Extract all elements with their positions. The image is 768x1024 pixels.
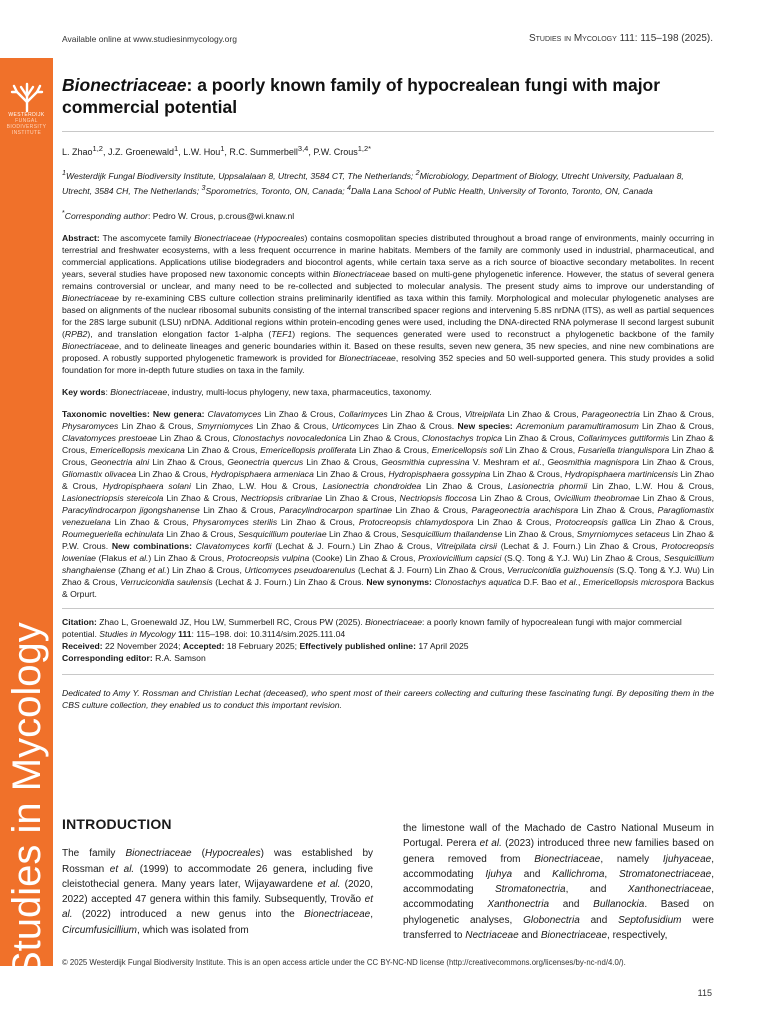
license-notice[interactable]: © 2025 Westerdijk Fungal Biodiversity Institute. This is an open access article under the CC BY-NC-ND license (http://creativecommons.org/licenses/by-nc-nd/4.0/). bbox=[62, 958, 626, 967]
author-name: L.W. Hou bbox=[183, 147, 221, 157]
abstract-text: The ascomycete family Bionectriaceae (Hypocreales) contains cosmopolitan species distributed throughout a broad range of environments, mainly occurring in terrestrial and freshwater ecosystems, with a less frequent occurrence in marine habitats. Members of the family are commonly used in industrial, pharmaceutical, and commercial applications. Applications utilise biodegraders and biocontrol agents, while certain taxa serve as a rich source of bioactive secondary metabolites. In recent years, several studies have proposed new taxonomic concepts within Bionectriaceae based on multi-gene phylogenetic inference. However, the status of several genera remains controversial or unclear, and many need to be re-collected and subjected to molecular analysis. The present study aims to improve our understanding of Bionectriaceae by re-examining CBS culture collection strains preliminarily identified as taxa within this family. Morphological and molecular phylogenetic analyses are based on alignments of the nuclear ribosomal subunits consisting of the internal transcribed spacer regions and intervening 5.8S nrDNA (ITS), as well as partial sequences for the 28S large subunit (LSU) nrDNA. Additional regions within protein-encoding genes were used, including the DNA-directed RNA polymerase II second largest subunit (RPB2), and translation elongation factor 1-alpha (TEF1) regions. The sequences generated were used to reconstruct a phylogenetic backbone of the family Bionectriaceae, and to delineate lineages and generic boundaries within it. Based on these results, seven new genera, 35 new species, and nine new combinations are proposed. A robustly supported phylogenetic framework is provided for Bionectriaceae, resolving 352 species and 50 well-supported genera. This study provides a solid foundation for more in-depth future studies on taxa in the family. bbox=[62, 232, 715, 375]
body-column-left bbox=[62, 817, 373, 938]
author-name: J.Z. Groenewald bbox=[107, 147, 175, 157]
corresponding-editor: Corresponding editor: R.A. Samson bbox=[62, 652, 206, 663]
citation-text[interactable]: Zhao L, Groenewald JZ, Hou LW, Summerbell RC, Crous PW (2025). Bionectriaceae: a poorly known family of hypocrealean fungi with major commercial potential. Studies in Mycology 111: 115–198. doi: 10.3114/sim.2025.111.04 bbox=[62, 616, 682, 639]
author-affil-sup: 1,2 bbox=[92, 144, 103, 153]
citation-divider bbox=[62, 608, 714, 609]
dedication: Dedicated to Amy Y. Rossman and Christian Lechat (deceased), who spent most of their careers collecting and culturing these fascinating fungi. By depositing them in the CBS culture collection, they enabled us to conduct this important revision. bbox=[62, 687, 714, 710]
affiliations bbox=[62, 167, 714, 197]
affiliation: Sporometrics, Toronto, ON, Canada; bbox=[205, 185, 348, 196]
article-dates: Received: 22 November 2024; Accepted: 18 February 2025; Effectively published online: 17 April 2025 bbox=[62, 640, 469, 651]
corr-contact[interactable]: : Pedro W. Crous, p.crous@wi.knaw.nl bbox=[147, 210, 295, 221]
affil-sup: 3 bbox=[201, 183, 206, 192]
journal-sidebar bbox=[0, 58, 53, 978]
affiliation: Westerdijk Fungal Biodiversity Institute, Uppsalalaan 8, Utrecht, 3584 CT, The Netherlands; bbox=[65, 170, 416, 181]
article-front-matter bbox=[62, 74, 714, 711]
page-number: 115 bbox=[697, 988, 712, 998]
dedication-divider bbox=[62, 674, 714, 675]
affil-sup: 2 bbox=[415, 169, 420, 177]
journal-reference: Studies in Mycology 111: 115–198 (2025). bbox=[528, 33, 713, 44]
affiliation: Dalla Lana School of Public Health, University of Toronto, Toronto, ON, Canada bbox=[351, 185, 653, 196]
affil-sup: 4 bbox=[347, 183, 351, 192]
body-column-right bbox=[403, 821, 714, 943]
author-name: L. Zhao bbox=[62, 147, 93, 157]
title-divider bbox=[62, 131, 714, 132]
novelties-text: New genera: Clavatomyces Lin Zhao & Crous, Collarimyces Lin Zhao & Crous, Vitreipilata Lin Zhao & Crous, Parageonectria Lin Zhao & Crous, Physaromyces Lin Zhao & Crous, Smyrniomyces Lin Zhao & Crous, Urticomyces Lin Zhao & Crous. New species: Acremonium paramultiramosum Lin Zhao & Crous, Clavatomyces prestoeae Lin Zhao & Crous, Clonostachys novocaledonica Lin Zhao & Crous, Clonostachys tropica Lin Zhao & Crous, Collarimyces guttiformis Lin Zhao & Crous, Emericellopsis mexicana Lin Zhao & Crous, Emericellopsis proliferata Lin Zhao & Crous, Emericellopsis soli Lin Zhao & Crous, Fusariella triangulispora Lin Zhao & Crous, Geonectria alni Lin Zhao & Crous, Geonectria quercus Lin Zhao & Crous, Geosmithia cupressina V. Meshram et al., Geosmithia magnispora Lin Zhao & Crous, Gliomastix olivacea Lin Zhao & Crous, Hydropisphaera armeniaca Lin Zhao & Crous, Hydropisphaera gossypina Lin Zhao & Crous, Hydropisphaera martinicensis Lin Zhao & Crous, Hydropisphaera solani Lin Zhao, L.W. Hou & Crous, Lasionectria chondroidea Lin Zhao & Crous, Lasionectria phormii Lin Zhao, L.W. Hou & Crous, Lasionectriopsis stereicola Lin Zhao & Crous, Nectriopsis cribrariae Lin Zhao & Crous, Nectriopsis floccosa Lin Zhao & Crous, Ovicillium theobromae Lin Zhao & Crous, Paracylindrocarpon jigongshanense Lin Zhao & Crous, Paracylindrocarpon spartinae Lin Zhao & Crous, Parageonectria arachispora Lin Zhao & Crous, Paragliomastix venezuelana Lin Zhao & Crous, Physaromyces sterilis Lin Zhao & Crous, Protocreopsis chlamydospora Lin Zhao & Crous, Protocreopsis gallica Lin Zhao & Crous, Roumegueriella echinulata Lin Zhao & Crous, Sesquicillium pouteriae Lin Zhao & Crous, Sesquicillium thailandense Lin Zhao & Crous, Smyrniomyces setaceus Lin Zhao & P.W. Crous. New combinations: Clavatomyces korfii (Lechat & J. Fourn.) Lin Zhao & Crous, Vitreipilata cirsii (Lechat & J. Fourn.) Lin Zhao & Crous, Protocreopsis loweniae (Flakus et al.) Lin Zhao & Crous, Protocreopsis vulpina (Cooke) Lin Zhao & Crous, Proxiovicillium capsici (S.Q. Tong & Y.J. Wu) Lin Zhao & Crous, Sesquicillium shanghaiense (Zhang et al.) Lin Zhao & Crous, Urticomyces pseudoarenulus (Lechat & J. Fourn) Lin Zhao & Crous, Verruciconidia guizhouensis (S.Q. Tong & Y.J. Wu) Lin Zhao & Crous, Verruciconidia saulensis (Lechat & J. Fourn.) Lin Zhao & Crous. New synonyms: Clonostachys aquatica D.F. Bao et al., Emericellopsis microspora Backus & Orpurt. bbox=[62, 408, 715, 599]
logo-text-line: WESTERDIJK bbox=[8, 112, 45, 118]
citation-label: Citation: bbox=[62, 616, 97, 627]
title-rest: : a poorly known family of hypocrealean fungi with major commercial potential bbox=[62, 75, 661, 117]
author-name: P.W. Crous bbox=[313, 147, 358, 157]
corresponding-author bbox=[62, 207, 714, 222]
keywords-text: : Bionectriaceae, industry, multi-locus phylogeny, new taxa, pharmaceutics, taxonomy. bbox=[105, 386, 432, 397]
logo-text-line: FUNGAL bbox=[15, 118, 38, 124]
journal-name-vertical: Studies in Mycology bbox=[5, 622, 49, 978]
corr-sup: * bbox=[62, 208, 65, 217]
intro-paragraph: The family Bionectriaceae (Hypocreales) was established by Rossman et al. (1999) to accommodate 26 genera, including five cleistothecial genera. Many years later, Wijayawardene et al. (2020, 2022) accepted 47 genera within this family. Subsequently, Trovão et al. (2022) introduced a new genus into the Bionectriaceae, Circumfusicillium, which was isolated from bbox=[62, 848, 374, 936]
novelties-label: Taxonomic novelties: bbox=[62, 408, 150, 419]
author-list: L. Zhao$^{1,2}$, J.Z. Groenewald$^1$, L.W. Hou$^1$, R.C. Summerbell$^{3,4}$, P.W. Crous$^{1,2*}$ bbox=[62, 144, 372, 157]
abstract bbox=[62, 232, 714, 376]
coral-tree-icon bbox=[9, 82, 45, 112]
author-affil-sup: 1 bbox=[174, 144, 179, 153]
institute-logo bbox=[3, 82, 50, 136]
corr-label: Corresponding author bbox=[64, 210, 148, 221]
taxonomic-novelties bbox=[62, 408, 714, 600]
abstract-label: Abstract: bbox=[62, 232, 100, 243]
affil-sup: 1 bbox=[62, 169, 66, 177]
availability-note[interactable]: Available online at www.studiesinmycology.org bbox=[62, 34, 237, 44]
section-heading-introduction: INTRODUCTION bbox=[62, 816, 172, 832]
keywords-label: Key words bbox=[62, 386, 106, 397]
author-affil-sup: 1 bbox=[220, 144, 225, 153]
title-family-name: Bionectriaceae bbox=[62, 75, 187, 95]
article-title bbox=[62, 74, 714, 118]
logo-text-line: BIODIVERSITY bbox=[6, 124, 47, 130]
author-affil-sup: 3,4 bbox=[297, 144, 309, 153]
affiliation: Microbiology, Department of Biology, Utrecht University, Padualaan 8, Utrecht, 3584 CH, The Netherlands; bbox=[62, 170, 684, 196]
intro-paragraph-continued: the limestone wall of the Machado de Castro National Museum in Portugal. Perera et al. (2023) introduced three new families based on genera removed from Bionectriaceae, namely Ijuhyaceae, accommodating Ijuhya and Kallichroma, Stromatonectriaceae, accommodating Stromatonectria, and Xanthonectriaceae, accommodating Xanthonectria and Bullanockia. Based on phylogenetic analyses, Globonectria and Septofusidium were transferred to Nectriaceae and Bionectriaceae, respectively, bbox=[403, 823, 714, 942]
author-name: R.C. Summerbell bbox=[229, 147, 298, 157]
keywords bbox=[62, 386, 714, 398]
logo-text-line: INSTITUTE bbox=[11, 130, 42, 136]
author-affil-sup: 1,2* bbox=[357, 144, 372, 153]
citation bbox=[62, 616, 714, 640]
